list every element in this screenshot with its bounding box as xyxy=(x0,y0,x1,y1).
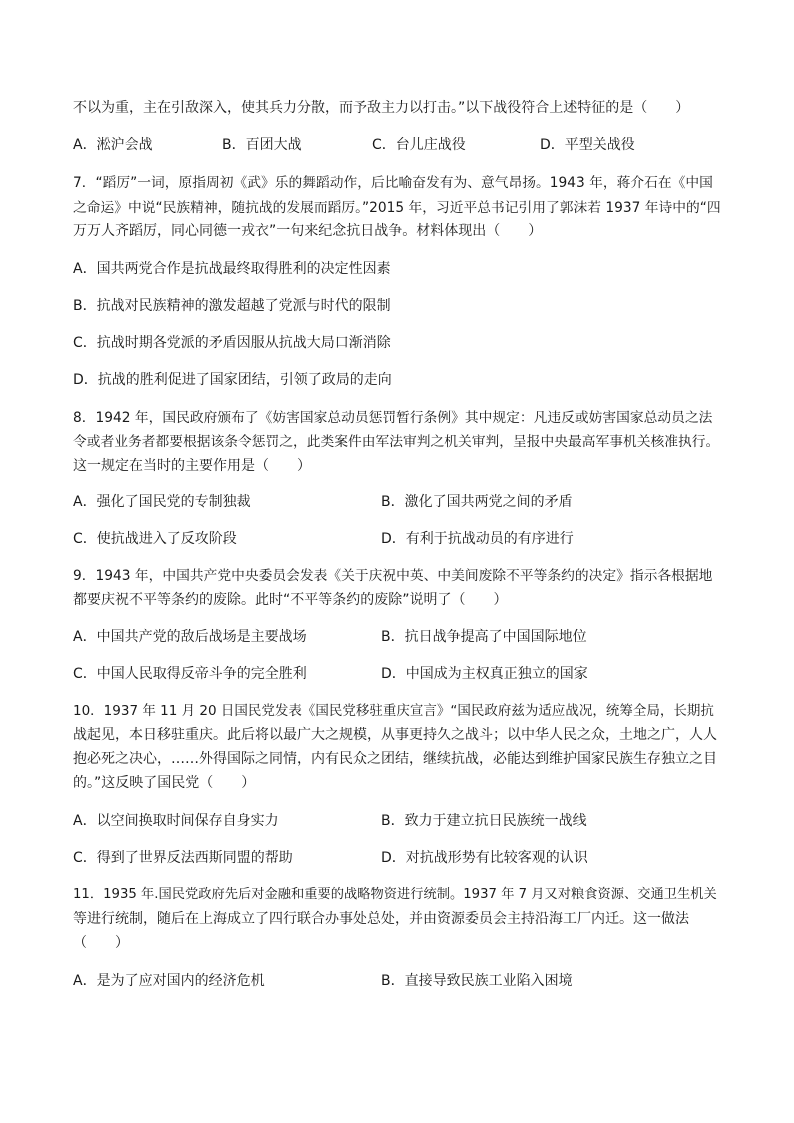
question-11-option-a: A．是为了应对国内的经济危机 xyxy=(73,973,265,989)
question-9-option-c: C．中国人民取得反帝斗争的完全胜利 xyxy=(73,666,307,682)
question-8-option-c: C．使抗战进入了反攻阶段 xyxy=(73,531,237,547)
question-11-stem-line: 11．1935 年.国民党政府先后对金融和重要的战略物资进行统制。1937 年 7 月又对粮食资源、交通卫生机关 xyxy=(73,887,717,902)
question-8-stem-line: 这一规定在当时的主要作用是（ ） xyxy=(73,458,311,474)
question-7-option-d: D．抗战的胜利促进了国家团结，引领了政局的走向 xyxy=(73,372,392,388)
question-6-option-b: B．百团大战 xyxy=(222,137,302,153)
question-10-option-d: D．对抗战形势有比较客观的认识 xyxy=(381,850,588,866)
question-11-stem-line: 等进行统制，随后在上海成立了四行联合办事处总处，并由资源委员会主持沿海工厂内迁。这一做法 xyxy=(73,911,689,927)
question-10-stem-line: 战起见，本日移驻重庆。此后将以最广大之规模，从事更持久之战斗；以中华人民之众，土地之广，人人 xyxy=(73,727,717,743)
question-7-option-b: B．抗战对民族精神的激发超越了党派与时代的限制 xyxy=(73,298,391,314)
question-9-option-d: D．中国成为主权真正独立的国家 xyxy=(381,666,588,682)
question-10-stem-line: 10．1937 年 11 月 20 日国民党发表《国民党移驻重庆宣言》“国民政府兹为适应战况，统筹全局，长期抗 xyxy=(73,703,714,719)
question-8-option-b: B．激化了国共两党之间的矛盾 xyxy=(381,494,573,510)
question-8-stem-line: 8．1942 年，国民政府颁布了《妨害国家总动员惩罚暂行条例》其中规定：凡违反或妨害国家总动员之法 xyxy=(73,410,713,426)
question-9-option-a: A．中国共产党的敌后战场是主要战场 xyxy=(73,629,307,645)
question-7-stem-line: 万万人齐蹈厉，同心同德一戎衣”一句来纪念抗日战争。材料体现出（ ） xyxy=(73,223,543,239)
question-11-stem-line: （ ） xyxy=(73,935,129,951)
question-6-stem-tail: 不以为重，主在引敌深入，使其兵力分散，而予敌主力以打击。”以下战役符合上述特征的是（ ） xyxy=(73,100,690,116)
question-11-option-b: B．直接导致民族工业陷入困境 xyxy=(381,973,573,989)
question-6-option-d: D．平型关战役 xyxy=(540,137,635,153)
question-10-stem-line: 抱必死之决心，……外得国际之同情，内有民众之团结，继续抗战，必能达到维护国家民族生存独立之目 xyxy=(73,751,717,767)
question-10-option-a: A．以空间换取时间保存自身实力 xyxy=(73,813,279,829)
question-6-option-c: C．台儿庄战役 xyxy=(372,137,466,153)
question-7-option-a: A．国共两党合作是抗战最终取得胜利的决定性因素 xyxy=(73,261,391,277)
question-9-stem-line: 9．1943 年，中国共产党中央委员会发表《关于庆祝中英、中美间废除不平等条约的决定》指示各根据地 xyxy=(73,568,713,584)
question-8-stem-line: 令或者业务者都要根据该条令惩罚之，此类案件由军法审判之机关审判，呈报中央最高军事机关核准执行。 xyxy=(73,434,720,450)
question-10-option-c: C．得到了世界反法西斯同盟的帮助 xyxy=(73,850,293,866)
question-7-stem-line: 7．“蹈厉”一词，原指周初《武》乐的舞蹈动作，后比喻奋发有为、意气昂扬。1943 年，蒋介石在《中国 xyxy=(73,175,713,191)
question-10-option-b: B．致力于建立抗日民族统一战线 xyxy=(381,813,587,829)
question-8-option-d: D．有利于抗战动员的有序进行 xyxy=(381,531,574,547)
question-9-stem-line: 都要庆祝不平等条约的废除。此时“不平等条约的废除”说明了（ ） xyxy=(73,592,508,608)
question-8-option-a: A．强化了国民党的专制独裁 xyxy=(73,494,251,510)
question-7-stem-line: 之命运》中说“民族精神，随抗战的发展而蹈厉。”2015 年，习近平总书记引用了郭沫若 1937 年诗中的“四 xyxy=(73,200,721,216)
question-10-stem-line: 的。”这反映了国民党（ ） xyxy=(73,775,256,791)
question-9-option-b: B．抗日战争提高了中国国际地位 xyxy=(381,629,587,645)
question-7-option-c: C．抗战时期各党派的矛盾因服从抗战大局口渐消除 xyxy=(73,335,391,351)
question-6-option-a: A．淞沪会战 xyxy=(73,137,153,153)
